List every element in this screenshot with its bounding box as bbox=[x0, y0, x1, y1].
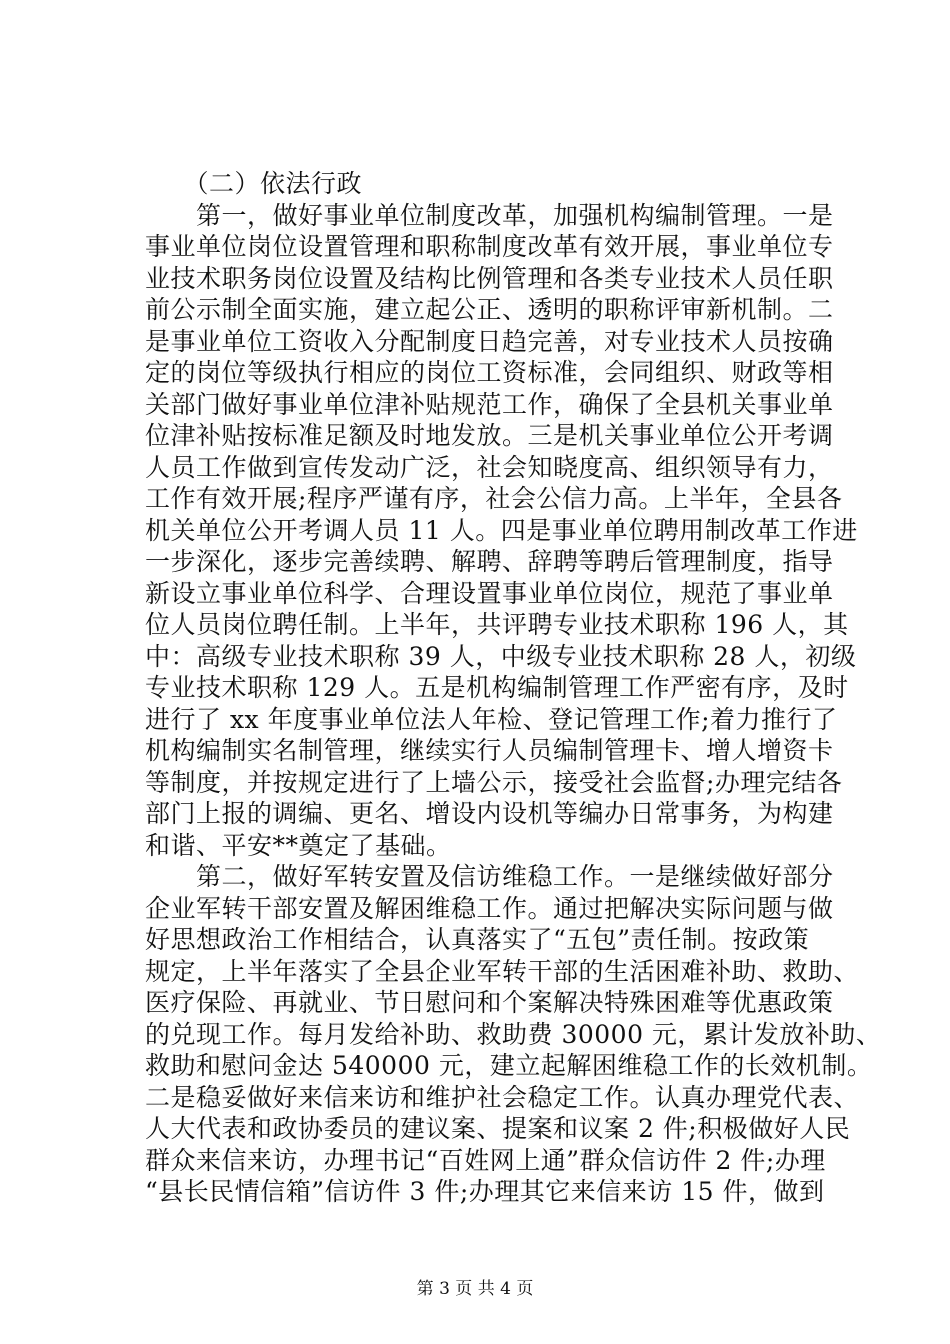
body-line: 工作有效开展;程序严谨有序，社会公信力高。上半年，全县各 bbox=[145, 484, 843, 513]
body-line: 和谐、平安**奠定了基础。 bbox=[145, 830, 452, 860]
body-line: 第一，做好事业单位制度改革，加强机构编制管理。一是 bbox=[145, 200, 834, 230]
body-line: 位津补贴按标准足额及时地发放。三是机关事业单位公开考调 bbox=[145, 421, 834, 450]
body-line: 业技术职务岗位设置及结构比例管理和各类专业技术人员任职 bbox=[145, 263, 834, 293]
body-line: 一步深化，逐步完善续聘、解聘、辞聘等聘后管理制度，指导 bbox=[145, 547, 834, 576]
heading-line: （二）依法行政 bbox=[145, 169, 363, 198]
body-line: 中：高级专业技术职称 39 人，中级专业技术职称 28 人，初级 bbox=[145, 641, 857, 671]
body-line: 关部门做好事业单位津补贴规范工作，确保了全县机关事业单 bbox=[145, 389, 834, 419]
body-line: 是事业单位工资收入分配制度日趋完善，对专业技术人员按确 bbox=[145, 326, 834, 356]
body-line: 前公示制全面实施，建立起公正、透明的职称评审新机制。二 bbox=[145, 295, 834, 324]
body-line: 部门上报的调编、更名、增设内设机等编办日常事务，为构建 bbox=[145, 799, 834, 828]
document-body bbox=[145, 168, 882, 1208]
body-line: “县长民情信箱”信访件 3 件;办理其它来信来访 15 件，做到 bbox=[145, 1177, 825, 1206]
body-line: 机构编制实名制管理，继续实行人员编制管理卡、增人增资卡 bbox=[145, 736, 834, 765]
body-line: 好思想政治工作相结合，认真落实了“五包”责任制。按政策 bbox=[145, 925, 810, 954]
body-line: 进行了 xx 年度事业单位法人年检、登记管理工作;着力推行了 bbox=[145, 704, 838, 734]
body-line: 定的岗位等级执行相应的岗位工资标准，会同组织、财政等相 bbox=[145, 358, 834, 387]
body-line: 规定，上半年落实了全县企业军转干部的生活困难补助、救助、 bbox=[145, 956, 860, 986]
body-line: 群众来信来访，办理书记“百姓网上通”群众信访件 2 件;办理 bbox=[145, 1145, 826, 1175]
body-line: 机关单位公开考调人员 11 人。四是事业单位聘用制改革工作进 bbox=[145, 515, 858, 545]
body-line: 救助和慰问金达 540000 元，建立起解困维稳工作的长效机制。 bbox=[145, 1051, 873, 1080]
body-line: 专业技术职称 129 人。五是机构编制管理工作严密有序，及时 bbox=[145, 673, 849, 702]
body-line: 企业军转干部安置及解困维稳工作。通过把解决实际问题与做 bbox=[145, 893, 834, 923]
body-line: 新设立事业单位科学、合理设置事业单位岗位，规范了事业单 bbox=[145, 578, 834, 608]
body-line: 第二，做好军转安置及信访维稳工作。一是继续做好部分 bbox=[145, 862, 834, 891]
body-line: 人员工作做到宣传发动广泛，社会知晓度高、组织领导有力， bbox=[145, 452, 834, 482]
body-line: 人大代表和政协委员的建议案、提案和议案 2 件;积极做好人民 bbox=[145, 1114, 851, 1143]
body-line: 等制度，并按规定进行了上墙公示，接受社会监督;办理完结各 bbox=[145, 767, 843, 797]
body-line: 的兑现工作。每月发给补助、救助费 30000 元，累计发放补助、 bbox=[145, 1019, 882, 1049]
body-line: 二是稳妥做好来信来访和维护社会稳定工作。认真办理党代表、 bbox=[145, 1082, 860, 1112]
body-line: 医疗保险、再就业、节日慰问和个案解决特殊困难等优惠政策 bbox=[145, 988, 834, 1017]
body-line: 事业单位岗位设置管理和职称制度改革有效开展，事业单位专 bbox=[145, 232, 834, 261]
page-number-footer: 第 3 页 共 4 页 bbox=[416, 1279, 534, 1299]
body-line: 位人员岗位聘任制。上半年，共评聘专业技术职称 196 人，其 bbox=[145, 610, 849, 639]
